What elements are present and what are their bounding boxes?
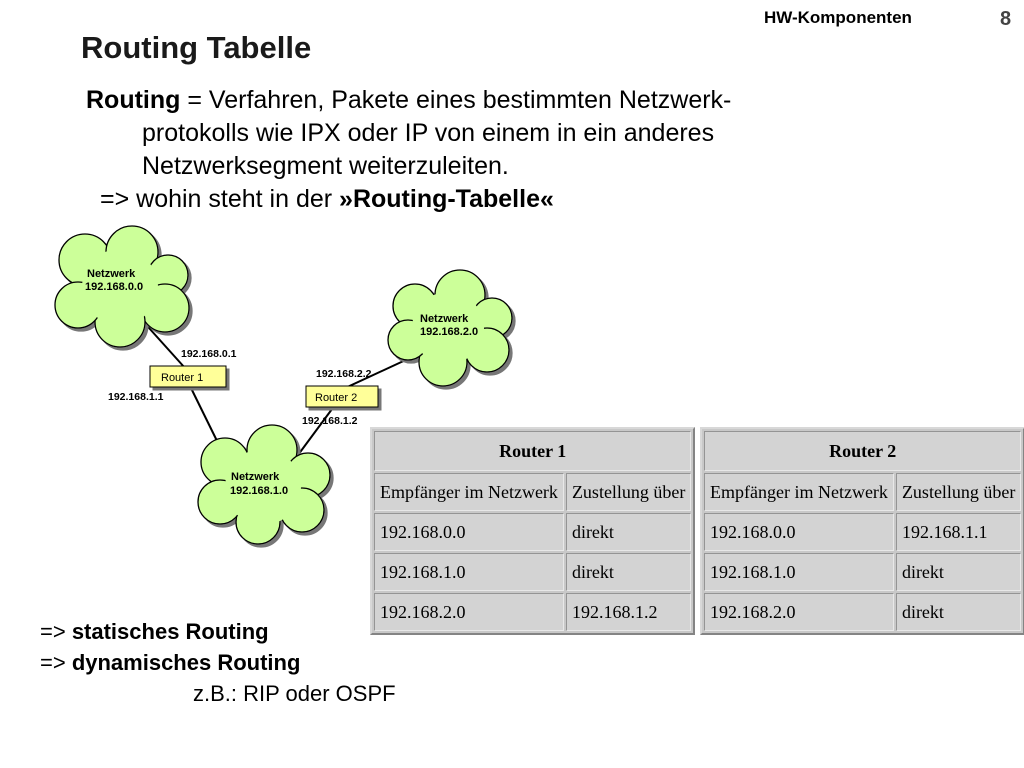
table-row bbox=[704, 513, 1021, 551]
table-row bbox=[374, 513, 691, 551]
page-number: 8 bbox=[1000, 8, 1012, 30]
header-section-label: HW-Komponenten bbox=[764, 8, 912, 27]
table-cell: 192.168.1.2 bbox=[566, 593, 691, 631]
column-header-delivery: Zustellung über bbox=[896, 473, 1021, 511]
routing-table-emphasis: »Routing-Tabelle« bbox=[339, 185, 554, 213]
network-3-address: 192.168.1.0 bbox=[230, 485, 289, 497]
network-1-name: Netzwerk bbox=[87, 268, 136, 280]
network-3-name: Netzwerk bbox=[231, 471, 280, 483]
table-row bbox=[374, 553, 691, 591]
link-router2-net3 bbox=[298, 405, 335, 455]
definition-text-1: = Verfahren, Pakete eines bestimmten Netzwerk- bbox=[180, 86, 732, 114]
table-header-row bbox=[704, 473, 1021, 511]
table-cell: direkt bbox=[896, 593, 1021, 631]
column-header-delivery: Zustellung über bbox=[566, 473, 691, 511]
arrow-prefix: => bbox=[40, 619, 72, 644]
definition-term: Routing bbox=[86, 86, 181, 114]
table-title-row bbox=[704, 431, 1021, 471]
table-cell: 192.168.0.0 bbox=[374, 513, 564, 551]
table-cell: direkt bbox=[896, 553, 1021, 591]
dynamic-routing-line bbox=[40, 647, 396, 678]
network-2-name: Netzwerk bbox=[420, 313, 469, 325]
routing-types-list bbox=[40, 616, 396, 709]
arrow-prefix: => bbox=[40, 650, 72, 675]
table-cell: 192.168.0.0 bbox=[704, 513, 894, 551]
network-1-address: 192.168.0.0 bbox=[85, 281, 144, 293]
table-cell: direkt bbox=[566, 513, 691, 551]
definition-line-2: protokolls wie IPX oder IP von einem in ein anderes bbox=[142, 119, 715, 147]
router-1-ip-top: 192.168.0.1 bbox=[181, 348, 237, 360]
routing-table-router-1 bbox=[370, 427, 695, 635]
table-title-row bbox=[374, 431, 691, 471]
static-routing-line bbox=[40, 616, 396, 647]
table-row bbox=[704, 553, 1021, 591]
table-row bbox=[704, 593, 1021, 631]
network-2-address: 192.168.2.0 bbox=[420, 326, 479, 338]
router-2-ip-top: 192.168.2.2 bbox=[316, 368, 372, 380]
column-header-recipient: Empfänger im Netzwerk bbox=[374, 473, 564, 511]
link-router1-net3 bbox=[190, 386, 220, 447]
table-title: Router 2 bbox=[704, 431, 1021, 471]
routing-protocol-example: z.B.: RIP oder OSPF bbox=[193, 681, 396, 706]
router-1-label: Router 1 bbox=[161, 372, 204, 384]
column-header-recipient: Empfänger im Netzwerk bbox=[704, 473, 894, 511]
table-cell: 192.168.2.0 bbox=[374, 593, 564, 631]
table-cell: 192.168.1.1 bbox=[896, 513, 1021, 551]
table-title: Router 1 bbox=[374, 431, 691, 471]
table-cell: direkt bbox=[566, 553, 691, 591]
table-row bbox=[374, 593, 691, 631]
router-2-label: Router 2 bbox=[315, 392, 358, 404]
table-header-row bbox=[374, 473, 691, 511]
router-1-ip-bottom: 192.168.1.1 bbox=[108, 391, 164, 403]
static-routing: statisches Routing bbox=[71, 619, 269, 644]
slide-title: Routing Tabelle bbox=[81, 30, 312, 65]
table-cell: 192.168.1.0 bbox=[704, 553, 894, 591]
table-cell: 192.168.1.0 bbox=[374, 553, 564, 591]
definition-line-3: Netzwerksegment weiterzuleiten. bbox=[142, 152, 509, 180]
routing-table-router-2 bbox=[700, 427, 1024, 635]
dynamic-routing: dynamisches Routing bbox=[71, 650, 301, 675]
arrow-text: => wohin steht in der bbox=[100, 185, 340, 213]
table-cell: 192.168.2.0 bbox=[704, 593, 894, 631]
router-2-ip-bottom: 192.168.1.2 bbox=[302, 415, 358, 427]
